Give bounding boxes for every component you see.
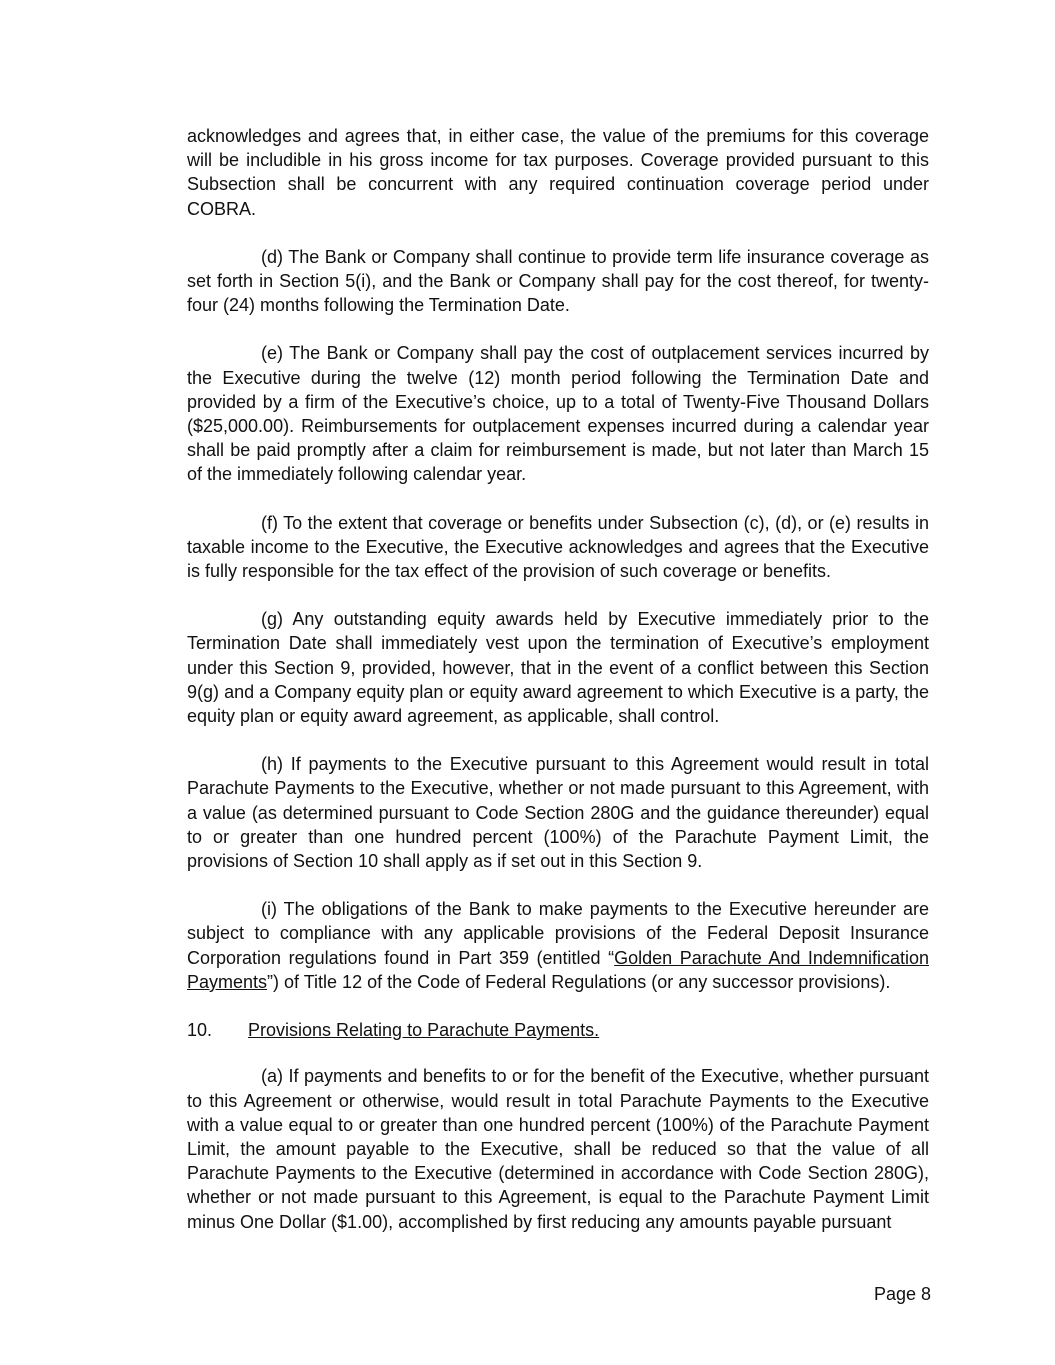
paragraph-f: (f) To the extent that coverage or benefits under Subsection (c), (d), or (e) results in taxable income to the Executive, the Executive acknowledges and agrees that the Executive is fully responsible for the tax effect of the provision of such coverage or benefits. [187,512,929,582]
paragraph-c-continued: acknowledges and agrees that, in either case, the value of the premiums for this coverage will be includible in his gross income for tax purposes. Coverage provided pursuant to this Subsection shall be concurrent with any required continuation coverage period under COBRA. [187,126,929,219]
paragraph-d: (d) The Bank or Company shall continue to provide term life insurance coverage as set forth in Section 5(i), and the Bank or Company shall pay for the cost thereof, for twenty-four (24) months following the Termination Date. [187,246,929,316]
document-body [187,124,929,1258]
paragraph-i-text-before: (i) The obligations of the Bank to make payments to the Executive hereunder are subject to compliance with any applicable provisions of the Federal Deposit Insurance Corporation regulations found in Part 359 (entitled “ [187,899,929,968]
paragraph-g: (g) Any outstanding equity awards held by Executive immediately prior to the Termination Date shall immediately vest upon the termination of Executive’s employment under this Section 9, provided, however, that in the event of a conflict between this Section 9(g) and a Company equity plan or equity award agreement to which Executive is a party, the equity plan or equity award agreement, as applicable, shall control. [187,609,929,727]
section-number: 10. [187,1020,213,1041]
section-heading [187,1018,929,1042]
regulation-title: Golden Parachute And Indemnification Payments [187,947,929,992]
paragraph-e: (e) The Bank or Company shall pay the cost of outplacement services incurred by the Executive during the twelve (12) month period following the Termination Date and provided by a firm of the Executive’s choice, up to a total of Twenty-Five Thousand Dollars ($25,000.00). Reimbursements for outplacement expenses incurred during a calendar year shall be paid promptly after a claim for reimbursement is made, but not later than March 15 of the immediately following calendar year. [187,343,929,485]
paragraph-i-text-after: ”) of Title 12 of the Code of Federal Regulations (or any successor provisions). [267,971,891,992]
page-number: Page 8 [873,1284,931,1304]
paragraph-10a: (a) If payments and benefits to or for the benefit of the Executive, whether pursuant to this Agreement or otherwise, would result in total Parachute Payments to the Executive with a value equal to or greater than one hundred percent (100%) of the Parachute Payment Limit, the amount payable to the Executive, shall be reduced so that the value of all Parachute Payments to the Executive (determined in accordance with Code Section 280G), whether or not made pursuant to this Agreement, is equal to the Parachute Payment Limit minus One Dollar ($1.00), accomplished by first reducing any amounts payable pursuant [187,1066,929,1232]
paragraph-h: (h) If payments to the Executive pursuant to this Agreement would result in total Parachute Payments to the Executive, whether or not made pursuant to this Agreement, with a value (as determined pursuant to Code Section 280G and the guidance thereunder) equal to or greater than one hundred percent (100%) of the Parachute Payment Limit, the provisions of Section 10 shall apply as if set out in this Section 9. [187,754,929,872]
paragraph-i [187,897,929,994]
section-title: Provisions Relating to Parachute Payments. [248,1020,600,1041]
